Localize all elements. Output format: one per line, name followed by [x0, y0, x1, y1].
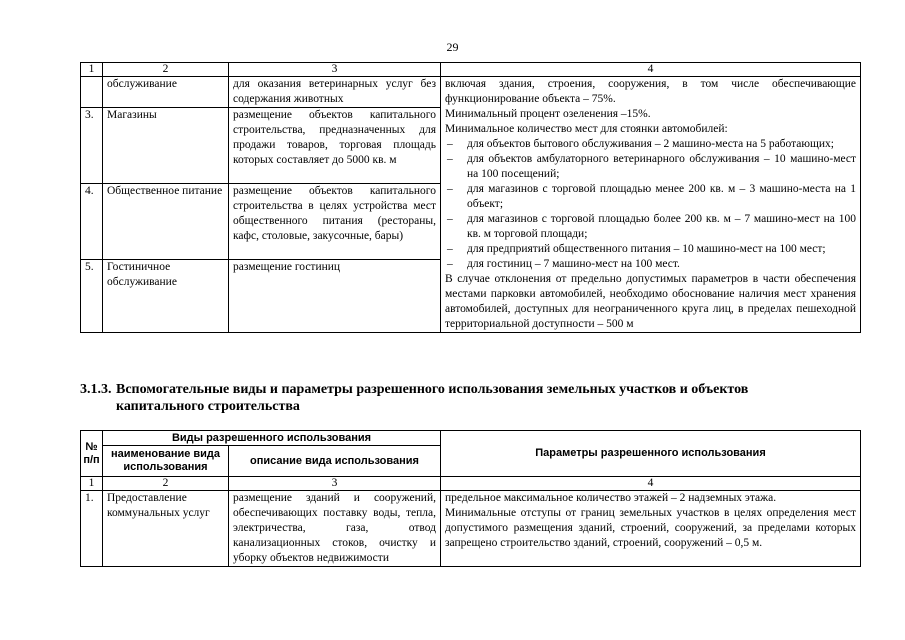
- column-number: 3: [229, 477, 441, 491]
- parameter-text: В случае отклонения от предельно допустимых параметров в части обеспечения местами парковки автомобилей, необходимо обоснование наличия мест хранения автомобилей, доступных для неограниченного круга лиц, в пределах пешеходной территориальной доступности – 500 м: [445, 273, 856, 330]
- list-item: – для гостиниц – 7 машино-мест на 100 мест.: [445, 257, 856, 272]
- auxiliary-land-use-table: [80, 430, 861, 567]
- use-type-description: размещение гостиниц: [229, 260, 441, 333]
- use-type-name: Гостиничное обслуживание: [103, 260, 229, 333]
- parameters-cell: [441, 491, 861, 567]
- parameter-text: Минимальные отступы от границ земельных участков в целях определения мест допустимого размещения зданий, строений, сооружений, за пределами которых запрещено строительство зданий, строений, сооружений – 0,5 м.: [445, 507, 856, 549]
- parameter-text: Минимальный процент озеленения –15%.: [445, 108, 651, 120]
- column-number: 2: [103, 63, 229, 77]
- use-type-name: обслуживание: [103, 77, 229, 108]
- list-item: – для объектов амбулаторного ветеринарного обслуживания – 10 машино-мест на 100 посещений;: [445, 152, 856, 182]
- column-number: 1: [81, 63, 103, 77]
- parameters-cell: [441, 77, 861, 333]
- land-use-table-continued: [80, 62, 861, 333]
- use-type-description: размещение объектов капитального строительства, предназначенных для продажи товаров, торговая площадь которых составляет до 5000 кв. м: [229, 108, 441, 184]
- row-number: [81, 77, 103, 108]
- table-row: [81, 77, 861, 108]
- parking-list: [445, 137, 856, 272]
- section-heading: [80, 381, 860, 415]
- list-item: – для объектов бытового обслуживания – 2 машино-места на 5 работающих;: [445, 137, 856, 152]
- header-description: описание вида использования: [229, 446, 441, 477]
- column-number-row: [81, 477, 861, 491]
- column-number: 3: [229, 63, 441, 77]
- header-row: [81, 431, 861, 446]
- use-type-name: Предоставление коммунальных услуг: [103, 491, 229, 567]
- section-title-line2: капитального строительства: [116, 399, 300, 414]
- column-number: 4: [441, 63, 861, 77]
- list-item: – для магазинов с торговой площадью менее 200 кв. м – 3 машино-места на 1 объект;: [445, 182, 856, 212]
- table-row: [81, 491, 861, 567]
- column-number: 1: [81, 477, 103, 491]
- parameter-text: Минимальное количество мест для стоянки автомобилей:: [445, 123, 728, 135]
- row-number: 4.: [81, 184, 103, 260]
- header-group: Виды разрешенного использования: [103, 431, 441, 446]
- use-type-description: размещение зданий и сооружений, обеспечивающих поставку воды, тепла, электричества, газа, отвод канализационных стоков, очистку и уборку объектов недвижимости: [229, 491, 441, 567]
- use-type-name: Общественное питание: [103, 184, 229, 260]
- header-parameters: Параметры разрешенного использования: [441, 431, 861, 477]
- page-number: 29: [446, 40, 459, 54]
- row-number: 5.: [81, 260, 103, 333]
- row-number: 1.: [81, 491, 103, 567]
- column-number-row: [81, 63, 861, 77]
- use-type-name: Магазины: [103, 108, 229, 184]
- parameter-text: включая здания, строения, сооружения, в том числе обеспечивающие функционирование объекта – 75%.: [445, 78, 856, 105]
- use-type-description: размещение объектов капитального строительства в целях устройства мест общественного питания (рестораны, кафс, столовые, закусочные, бары): [229, 184, 441, 260]
- parameter-text: предельное максимальное количество этажей – 2 надземных этажа.: [445, 492, 777, 504]
- column-number: 4: [441, 477, 861, 491]
- list-item: – для предприятий общественного питания – 10 машино-мест на 100 мест;: [445, 242, 856, 257]
- list-item: – для магазинов с торговой площадью более 200 кв. м – 7 машино-мест на 100 кв. м торговой площади;: [445, 212, 856, 242]
- use-type-description: для оказания ветеринарных услуг без содержания животных: [229, 77, 441, 108]
- header-number: № п/п: [81, 431, 103, 477]
- header-name: наименование вида использования: [103, 446, 229, 477]
- column-number: 2: [103, 477, 229, 491]
- section-title-line1: Вспомогательные виды и параметры разрешенного использования земельных участков и объектов: [116, 382, 749, 397]
- row-number: 3.: [81, 108, 103, 184]
- section-number: 3.1.3.: [80, 382, 112, 397]
